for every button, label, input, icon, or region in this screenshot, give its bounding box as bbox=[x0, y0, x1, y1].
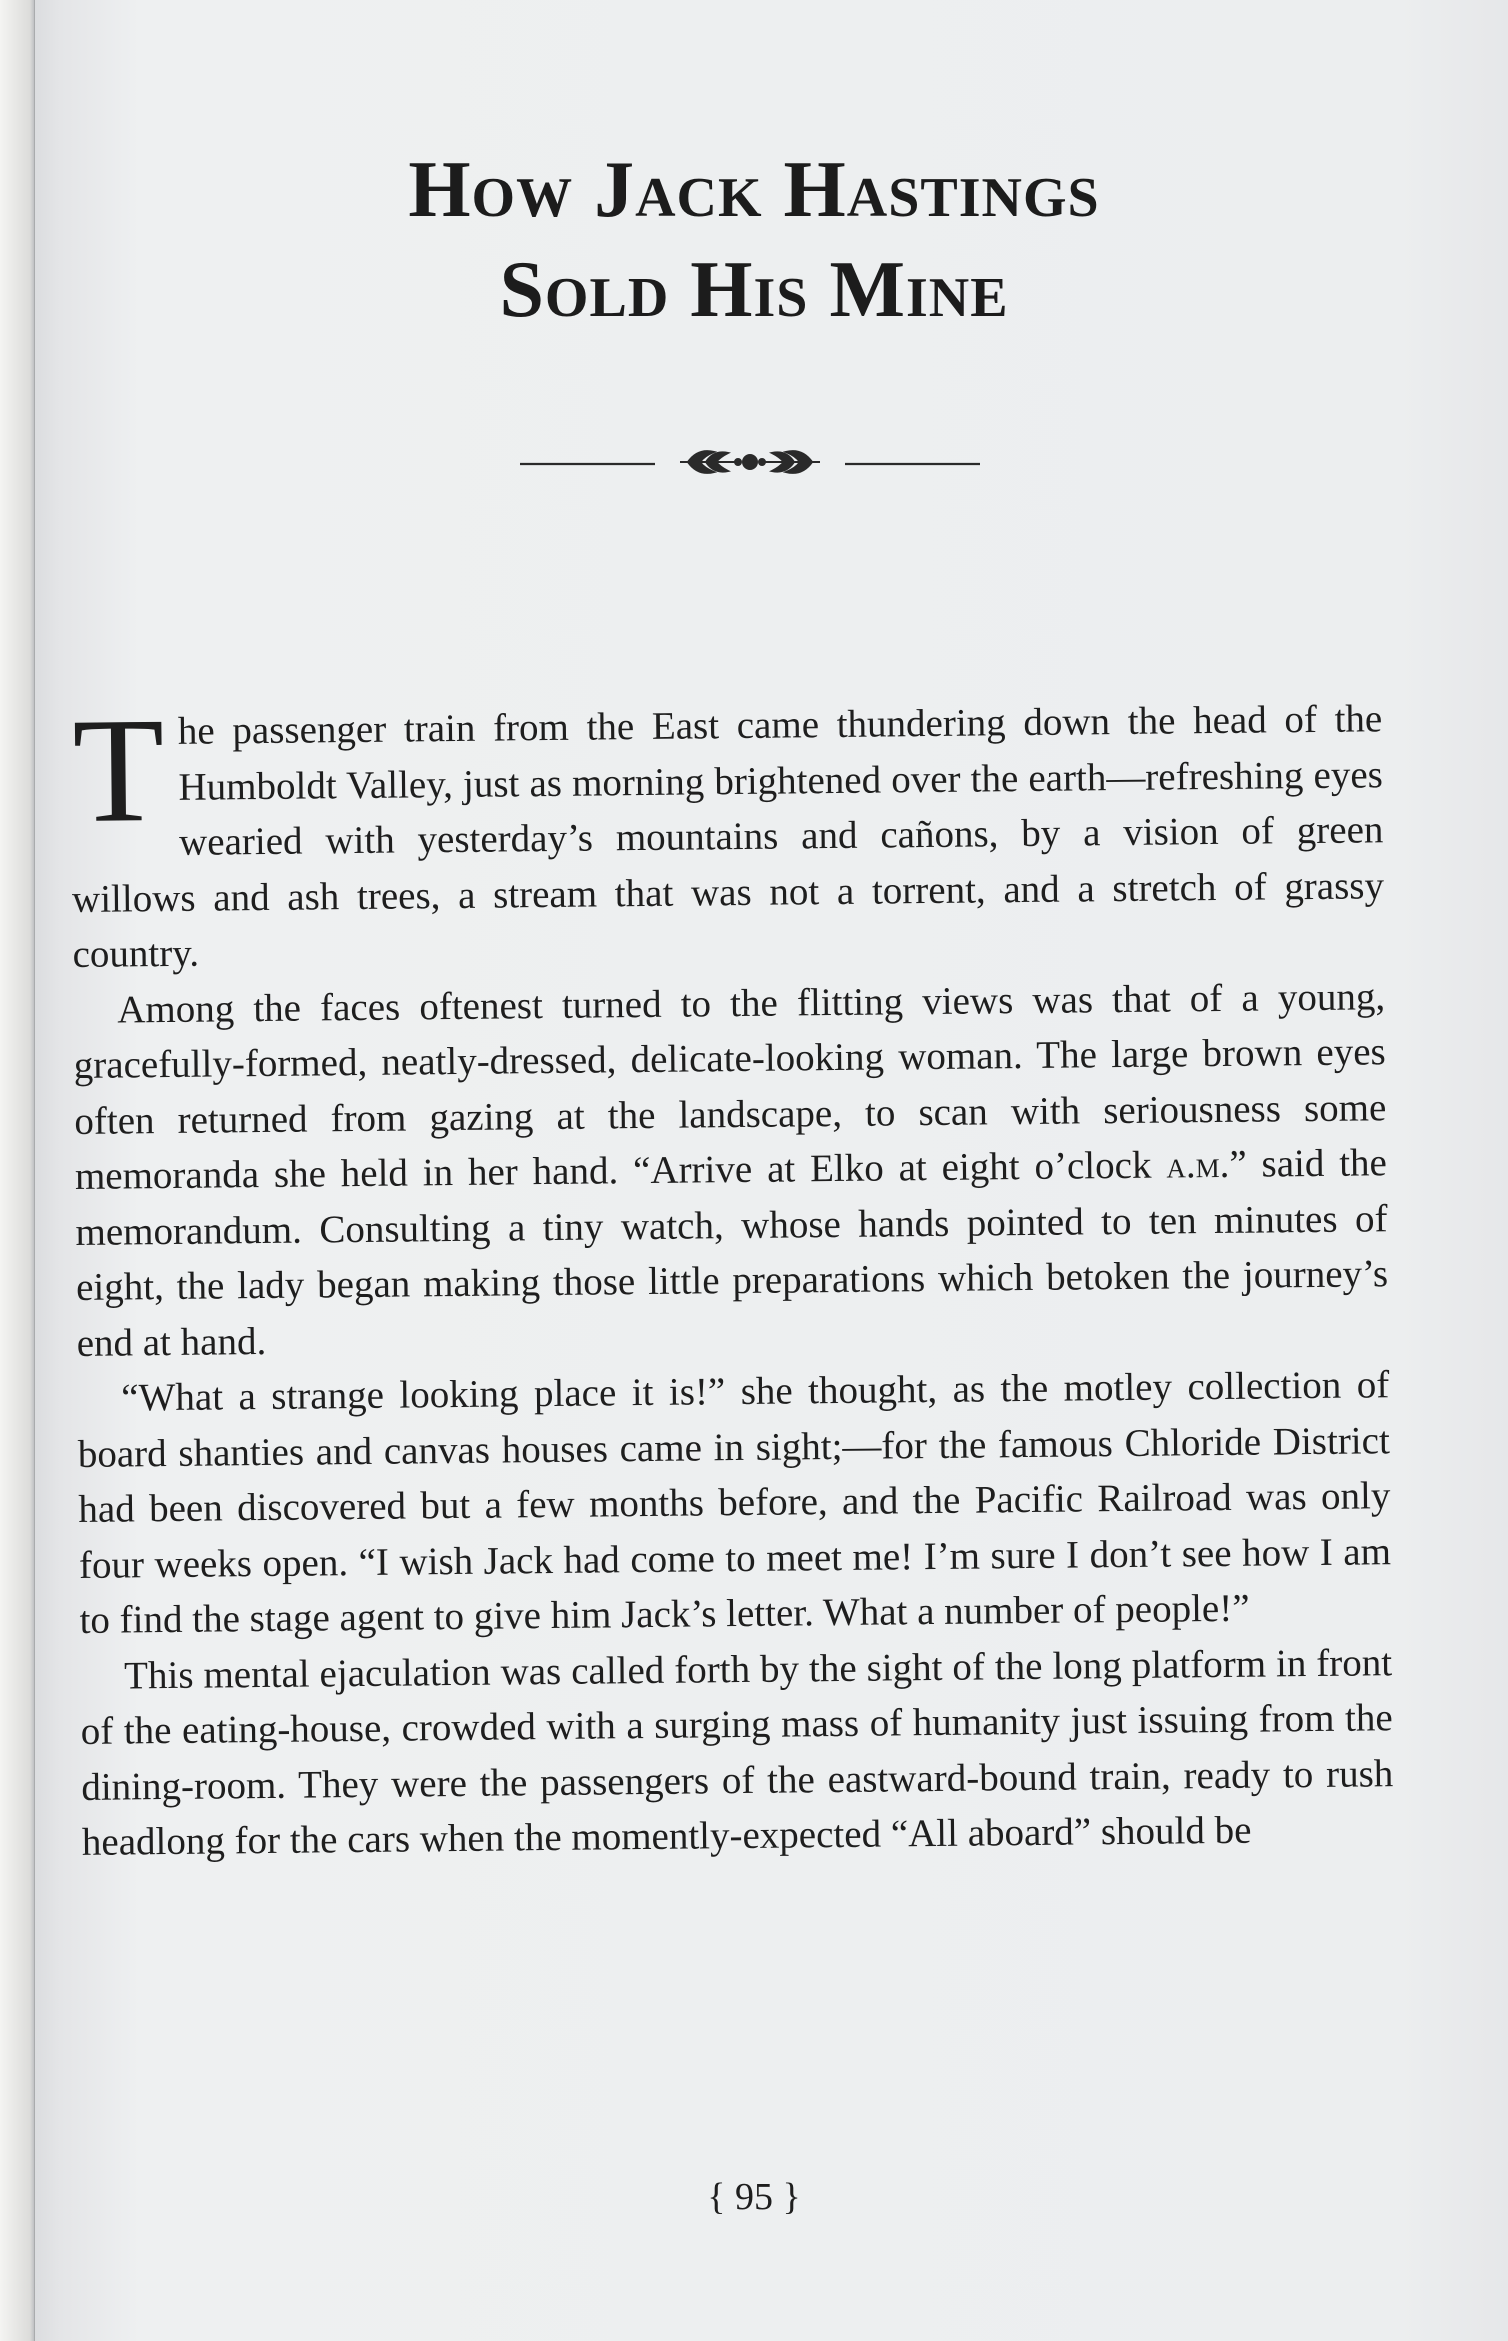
paragraph-2-text-a: Among the faces oftenest turned to the flitting views was that of a young, gracefully-formed, neatly-dressed, delicate-looking woman. The large brown eyes often returned from gazing at the landscape, to scan with seriousness some memoranda she held in her hand. “Arrive at Elko at eight o’clock bbox=[73, 974, 1387, 1198]
chapter-title-line1: How Jack Hastings bbox=[408, 146, 1100, 234]
paragraph-3: “What a strange looking place it is!” she thought, as the motley collection of board shanties and canvas houses came in sight;—for the famous Chloride District had been discovered but a few months before, and the Pacific Railroad was only four weeks open. “I wish Jack had come to meet me! I’m sure I don’t see how I am to find the stage agent to give him Jack’s letter. What a number of people!” bbox=[77, 1363, 1392, 1642]
page-number: { 95 } bbox=[707, 2176, 801, 2218]
paragraph-1 bbox=[70, 687, 1385, 982]
am-abbreviation: a.m. bbox=[1166, 1142, 1230, 1187]
paragraph-1-text: he passenger train from the East came thundering down the head of the Humboldt Valley, just as morning brightened over the earth—refreshing eyes wearied with yesterday’s mountains and cañons, by a vision of green willows and ash trees, a stream that was not a torrent, and a stretch of grassy country. bbox=[71, 697, 1385, 976]
drop-cap: T bbox=[71, 687, 166, 854]
chapter-title-line2: Sold His Mine bbox=[499, 246, 1009, 334]
fleuron-ornament-icon bbox=[500, 440, 1000, 480]
previous-page-edge bbox=[0, 0, 35, 2341]
paragraph-2-text-b: ” said the memorandum. Consulting a tiny watch, whose hands pointed to ten minutes of eight, the lady began making those little preparations which betoken the journey’s end at hand. bbox=[75, 1141, 1389, 1365]
body-text bbox=[70, 687, 1394, 1870]
paragraph-4: This mental ejaculation was called forth by the sight of the long platform in front of the eating-house, crowded with a surging mass of humanity just issuing from the dining-room. They were the passengers of the eastward-bound train, ready to rush headlong for the cars when the momently-expected “All aboard” should be bbox=[80, 1640, 1394, 1864]
paragraph-2 bbox=[73, 969, 1389, 1371]
chapter-title bbox=[0, 140, 1508, 340]
